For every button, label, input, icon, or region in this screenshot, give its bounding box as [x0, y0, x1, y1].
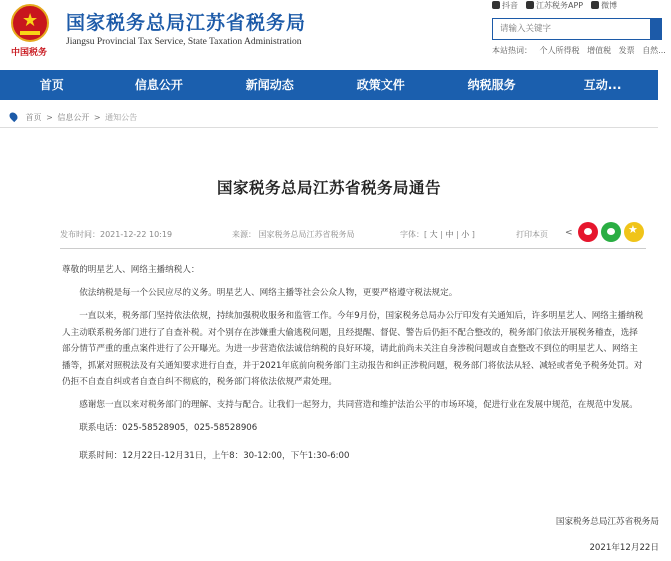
paragraph: 感谢您一直以来对税务部门的理解、支持与配合。让我们一起努力，共同营造和维护法治公平的市场环境，促进行业在发展中规范，在规范中发展。 [79, 400, 638, 410]
signature-date: 2021年12月22日 [589, 543, 659, 553]
paragraph: 一直以来，税务部门坚持依法依规，持续加强税收服务和监管工作。今年9月份，国家税务总局办公厅印发有关通知后，许多明星艺人、网络主播纳税人主动联系税务部门进行了自查补税。对个别存在涉嫌重大偷逃税问题，且经提醒、督促、警告后仍拒不配合整改的，税务部门依法开展税务稽查，选择部分情节严重的重点案件进行了公开曝光。为进一步营造依法诚信纳税的良好环境，请此前尚未关注自身涉税问题或自查整改不到位的明星艺人、网络主播等，抓紧对照税法及有关通知要求进行自查，并于2021年底前向税务部门主动报告和纠正涉税问题，税务部门将依法从轻、减轻或者免予税务处罚。对仍拒不自查自纠或者自查自纠不彻底的，税务部门将依法依规严肃处理。 [62, 311, 644, 387]
nav-item-news[interactable]: 新闻动态 [245, 78, 294, 92]
article-meta [60, 226, 657, 242]
font-size-control: 字体：[ 大 | 中 | 小 ] [400, 230, 475, 239]
location-pin-icon [8, 111, 19, 122]
app-icon [526, 1, 534, 9]
douyin-link[interactable]: 抖音 [492, 0, 518, 11]
weibo-link[interactable]: 微博 [591, 0, 617, 11]
site-title-cn[interactable]: 国家税务总局江苏省税务局 [66, 12, 307, 34]
breadcrumb-link-home[interactable]: 首页 [25, 113, 42, 122]
greeting: 尊敬的明星艺人、网络主播纳税人： [62, 265, 200, 275]
site-header [0, 0, 666, 68]
nav-item-policy[interactable]: 政策文件 [356, 78, 405, 92]
site-title-en: Jiangsu Provincial Tax Service, State Taxation Administration [66, 37, 302, 47]
wechat-share-icon[interactable] [601, 222, 621, 242]
publish-time: 发布时间：2021-12-22 10:19 [60, 230, 173, 239]
douyin-icon [492, 1, 500, 9]
tax-emblem-logo[interactable] [10, 4, 50, 62]
emblem-icon [11, 4, 49, 42]
paragraph: 依法纳税是每一个公民应尽的义务。明星艺人、网络主播等社会公众人物，更要严格遵守税法规定。 [79, 288, 458, 298]
breadcrumb [10, 112, 139, 123]
print-button[interactable]: 打印本页 [516, 230, 548, 239]
nav-item-interaction[interactable]: 互动... [583, 78, 622, 92]
emblem-text: 中国税务 [10, 48, 47, 58]
article-body [62, 262, 646, 475]
font-large-button[interactable]: 大 [429, 230, 438, 239]
signature-org: 国家税务总局江苏省税务局 [555, 517, 659, 527]
search-input[interactable] [493, 19, 661, 39]
article-source: 来源： 国家税务总局江苏省税务局 [232, 230, 355, 239]
divider [60, 248, 646, 249]
font-small-button[interactable]: 小 [461, 230, 470, 239]
app-link[interactable]: 江苏税务APP [526, 0, 583, 11]
favorite-icon[interactable] [624, 222, 644, 242]
social-links [492, 0, 617, 11]
article-title: 国家税务总局江苏省税务局通告 [216, 179, 441, 197]
weibo-icon [591, 1, 599, 9]
search-button[interactable] [650, 18, 662, 40]
breadcrumb-link-info[interactable]: 信息公开 [57, 113, 90, 122]
share-icon[interactable]: < [565, 228, 573, 238]
contact-phone: 联系电话：025-58528905，025-58528906 [79, 423, 258, 433]
hot-word-link[interactable]: 发票 [618, 46, 635, 55]
hot-word-link[interactable]: 个人所得税 [539, 46, 580, 55]
hot-words [492, 45, 671, 56]
weibo-share-icon[interactable] [578, 222, 598, 242]
contact-time: 联系时间：12月22日-12月31日，上午8：30-12:00，下午1:30-6:00 [79, 450, 350, 461]
nav-item-tax-service[interactable]: 纳税服务 [467, 78, 516, 92]
font-medium-button[interactable]: 中 [445, 230, 454, 239]
breadcrumb-separator: > [46, 113, 53, 122]
hot-word-link[interactable]: 自然... [642, 46, 666, 55]
main-nav [0, 70, 658, 100]
nav-item-home[interactable]: 首页 [39, 78, 64, 92]
nav-item-info-disclosure[interactable]: 信息公开 [134, 78, 183, 92]
breadcrumb-current[interactable]: 通知公告 [105, 113, 138, 122]
hot-words-label: 本站热词： [492, 46, 532, 55]
divider [0, 127, 658, 128]
hot-word-link[interactable]: 增值税 [587, 46, 612, 55]
search-box [492, 18, 662, 40]
breadcrumb-separator: > [93, 113, 101, 122]
